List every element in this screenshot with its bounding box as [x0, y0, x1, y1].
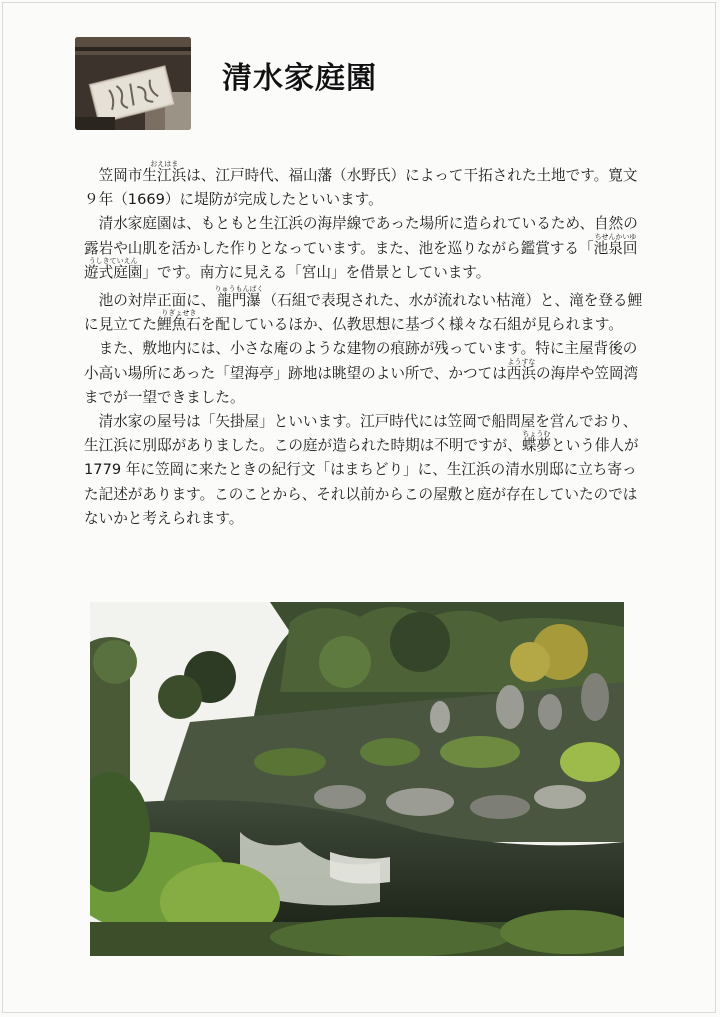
ruby-base: 蝶夢 — [521, 437, 552, 455]
page-title: 清水家庭園 — [222, 61, 377, 96]
text-segment: の海岸や笠岡湾までが一望できました。 — [84, 364, 639, 406]
ruby-reading: おえはま — [142, 160, 187, 168]
ruby-reading: ちせんかいゆうしきていえん — [84, 232, 638, 265]
text-segment: 清水家庭園は、もともと生江浜の海岸線であった場所に造られているため、自然の露岩や山肌を活かした作りとなっています。また、池を巡りながら鑑賞する「 — [84, 215, 638, 257]
signboard-image — [75, 37, 191, 130]
ruby-base: 池泉回遊式庭園 — [84, 239, 638, 281]
ruby-reading: ようすな — [506, 357, 536, 366]
paragraph-1 — [84, 160, 644, 212]
garden-photo — [90, 602, 624, 956]
text-segment: また、敷地内には、小さな庵のような建物の痕跡が残っています。特に主屋背後の小高い場所にあった「望海亭」跡地は眺望のよい所で、かつては — [84, 340, 638, 382]
ruby-term — [506, 357, 536, 382]
ruby-reading: りゅうもんばく — [214, 285, 264, 294]
ruby-reading: ちょうむ — [521, 430, 552, 439]
body-text — [84, 160, 644, 531]
text-segment: という俳人が 1779 年に笠岡に来たときの紀行文「はまちどり」に、生江浜の清水別邸に立ち寄った記述があります。このことから、それ以前からこの屋敷と庭が存在していたのではないかと考えられます。 — [84, 437, 639, 527]
text-segment: 清水家の屋号は「矢掛屋」といいます。江戸時代には笠岡で船問屋を営んでおり、生江浜に別邸がありました。この庭が造られた時期は不明ですが、 — [84, 413, 638, 455]
text-segment: 池の対岸正面に、 — [98, 292, 216, 310]
header-photo-signboard — [75, 37, 191, 130]
text-segment: を配しているほか、仏教思想に基づく様々な石組が見られます。 — [200, 316, 623, 334]
text-segment: 笠岡市 — [98, 167, 143, 184]
ruby-base: 西浜 — [506, 364, 536, 382]
ruby-term — [142, 160, 187, 184]
ruby-base: 龍門瀑 — [214, 292, 264, 310]
ruby-reading: りぎょせき — [156, 309, 201, 318]
paragraph-5 — [84, 410, 644, 531]
paragraph-4 — [84, 337, 644, 410]
ruby-term — [214, 285, 264, 310]
text-segment: （石組で表現された、水が流れない枯滝）と、滝を登る鯉に見立てた — [84, 292, 643, 334]
garden-image — [90, 602, 624, 956]
paragraph-2 — [84, 212, 644, 285]
ruby-base: 生江浜 — [142, 167, 187, 184]
paragraph-3 — [84, 285, 644, 337]
ruby-term — [156, 309, 201, 334]
ruby-term — [521, 430, 552, 455]
text-segment: 」です。南方に見える「宮山」を借景としています。 — [142, 263, 491, 281]
text-segment: は、江戸時代、福山藩（水野氏）によって干拓された土地です。寛文９年（1669）に堤防が完成したといいます。 — [84, 167, 638, 209]
ruby-base: 鯉魚石 — [156, 316, 201, 334]
